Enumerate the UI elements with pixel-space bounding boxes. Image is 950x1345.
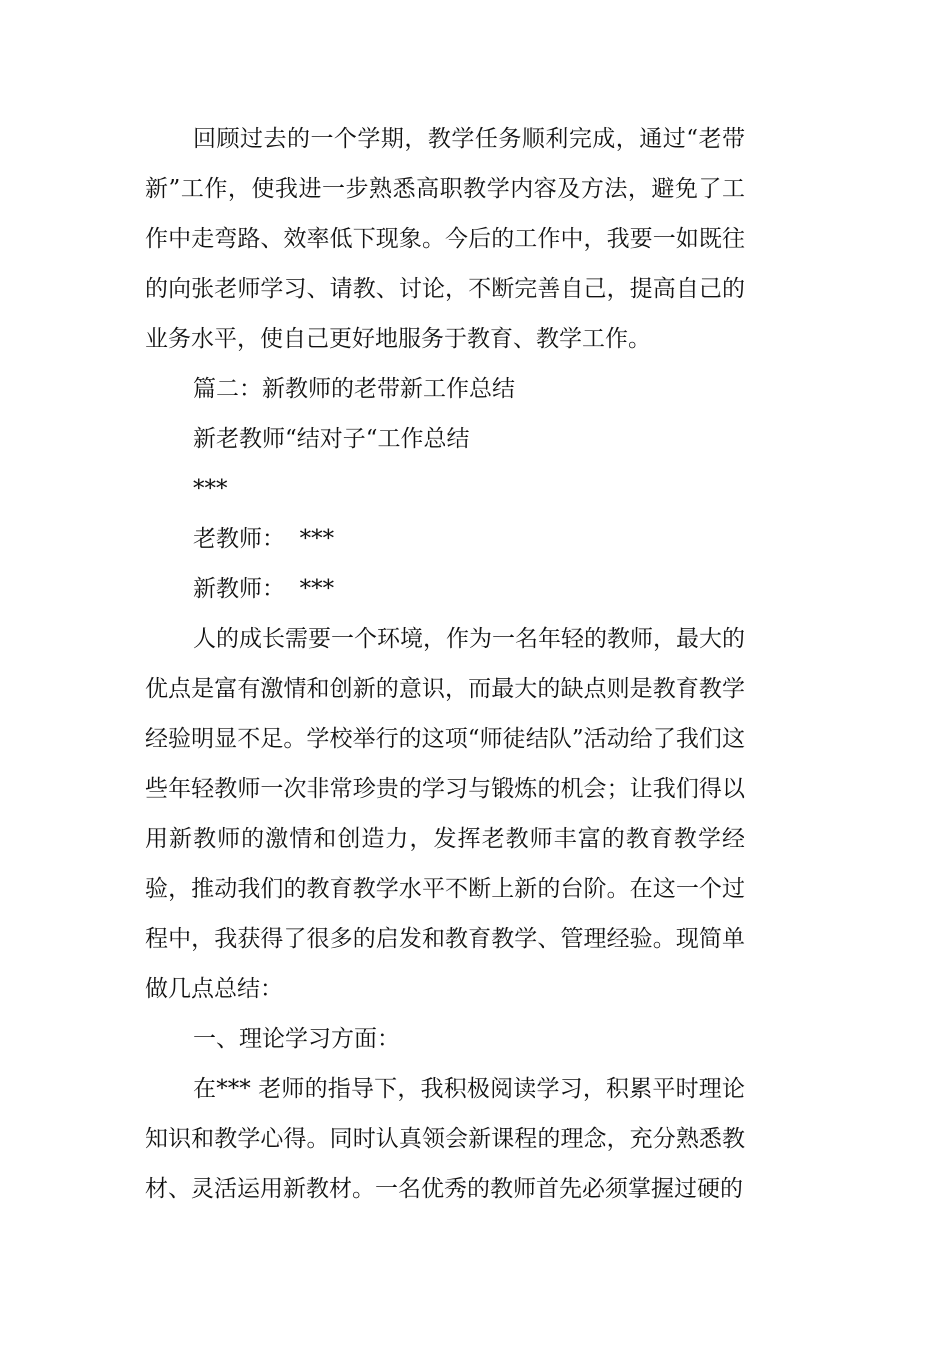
document-title: 新老教师“结对子“工作总结 <box>193 426 470 452</box>
paragraph-theory: 在*** 老师的指导下，我积极阅读学习，积累平时理论知识和教学心得。同时认真领会新课程的理念，充分熟悉教材、灵活运用新教材。一名优秀的教师首先必须掌握过硬的 <box>145 1076 745 1202</box>
new-teacher-line: 新教师： *** <box>193 576 335 602</box>
paragraph-review: 回顾过去的一个学期，教学任务顺利完成，通过“老带新”工作，使我进一步熟悉高职教学内容及方法，避免了工作中走弯路、效率低下现象。今后的工作中，我要一如既往的向张老师学习、请教、讨论，不断完善自己，提高自己的业务水平，使自己更好地服务于教育、教学工作。 <box>145 126 745 352</box>
paragraph-growth: 人的成长需要一个环境，作为一名年轻的教师，最大的优点是富有激情和创新的意识，而最大的缺点则是教育教学经验明显不足。学校举行的这项“师徒结队”活动给了我们这些年轻教师一次非常珍贵的学习与锻炼的机会；让我们得以用新教师的激情和创造力，发挥老教师丰富的教育教学经验，推动我们的教育教学水平不断上新的台阶。在这一个过程中，我获得了很多的启发和教育教学、管理经验。现简单做几点总结： <box>145 626 745 1002</box>
section-heading-part-two: 篇二：新教师的老带新工作总结 <box>193 376 515 402</box>
section-heading-theory: 一、理论学习方面： <box>193 1026 400 1052</box>
author-placeholder: *** <box>193 476 228 502</box>
senior-teacher-line: 老教师： *** <box>193 526 335 552</box>
document-body <box>145 114 745 1214</box>
